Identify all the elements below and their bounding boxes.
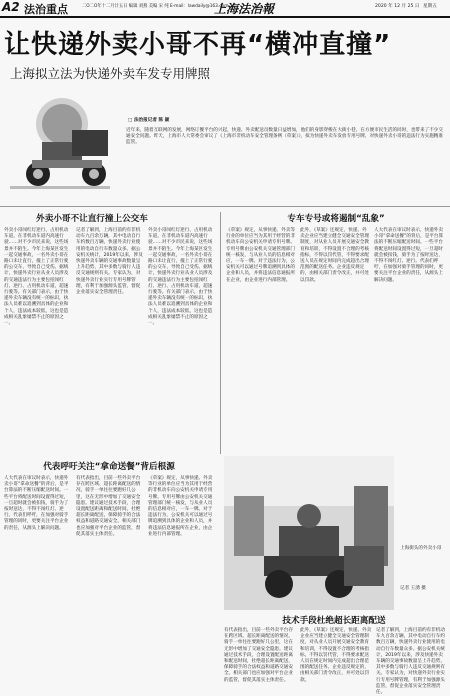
photo-caption: 上海街头的外卖小哥: [400, 546, 442, 551]
body-column-6: 人大代表在审议时表示，快递外卖小哥“拿命送餐”的背后，是平台算法的不断压缩配送时间。一些平台将配送时间设置得过短，一旦超时就会被扣钱，骑手为了按时送达，不得不闯红灯、逆行。代表们呼吁，在加强对骑手管理的同时，更要关注平台企业的责任，从源头上解决问题。: [4, 476, 69, 531]
body-column-7: 有代表指出，目前一些外卖平台存在跨区域、超长距离配送的情况，骑手一单往往要跑好几公里，这在无形中增加了交通安全隐患。建议通过技术手段，合理设置配送距离和配送时间，杜绝超长距离配送，保障骑手的合法权益和道路交通安全。相关部门也应加强对平台企业的监管，督促其落实主体责任。: [76, 476, 141, 537]
page-number: A2: [2, 0, 20, 14]
column-divider: [220, 212, 221, 454]
header-date: 2020 年 12 月 25 日: [375, 4, 420, 9]
news-photo: [224, 456, 394, 610]
headline: 让快递外卖小哥不再“横冲直撞”: [4, 30, 392, 60]
section-name: 法治重点: [24, 3, 68, 16]
header-rule: [0, 16, 450, 18]
body-column-11: 记者了解到，上海目前约有非机动车九百余万辆，其中电动自行车约数百万辆，快递外卖行业使用的电动自行车数量众多。据公安机关统计，2019年以来，涉及快递外卖车辆的交通事故数量呈上升趋势，其中多数与骑行人违反交通规则有关。专家认为，对快递外卖行业实行专用号牌管理，有利于加强源头监管，督促企业落实安全管理责任。: [376, 628, 445, 696]
page-header: [0, 0, 450, 16]
section-title-1: 外卖小哥不让直行撞上公交车: [36, 214, 148, 224]
body-column-10: 此外，《草案》还规定，快递、外卖企业应当建立健全交通安全管理制度，对从业人员开展交通安全教育和培训，不得设置不合理的考核指标，不得以罚代管，不得要求配送人员在规定时间内完成超出合理范围的配送任务。企业违反规定的，由相关部门责令改正，并可处以罚款。: [300, 628, 372, 683]
header-weekday: 星期五: [423, 4, 437, 9]
divider-top: [0, 206, 450, 207]
body-column-8: 《草案》规定，从事快递、外卖等行业的单位应当为其用于经营的非机动车向公安机关申请专用号牌。专用号牌由公安机关交通管理部门统一核发，与从业人员的信息相对应，一车一牌。对于违法行为，公安机关可以通过号牌追溯到具体的企业和人员，并将违法信息通报所在企业，由企业进行内部管理。: [148, 476, 213, 537]
header-info: 二O二O年十二月廿五日 编辑 刘燕 美编 宋 纯 E-mail：lawdaily@163.com: [82, 4, 229, 9]
section-title-2: 专车专号或将遏制“乱象”: [287, 214, 385, 224]
body-column-3: 《草案》规定，从事快递、外卖等行业的单位应当为其用于经营的非机动车向公安机关申请专用号牌。专用号牌由公安机关交通管理部门统一核发，与从业人员的信息相对应，一车一牌。对于违法行为，公安机关可以通过号牌追溯到具体的企业和人员，并将违法信息通报所在企业，由企业进行内部管理。: [226, 228, 295, 283]
section-title-3: 代表呼吁关注“拿命送餐”背后根源: [43, 462, 175, 472]
body-column-9: 有代表指出，目前一些外卖平台存在跨区域、超长距离配送的情况，骑手一单往往要跑好几公里，这在无形中增加了交通安全隐患。建议通过技术手段，合理设置配送距离和配送时间，杜绝超长距离配送，保障骑手的合法权益和道路交通安全。相关部门也应加强对平台企业的监管，督促其落实主体责任。: [224, 628, 293, 683]
masthead: 上海法治報: [214, 2, 275, 16]
body-column-2b: 外卖小哥闯红灯逆行、占用机动车道，在非机动车道内高速行驶……对不少市民来说，这些场景并不陌生。今年上海某区发生一起交通事故，一名外卖小哥在路口未让直行，撞上了正常行驶的公交车，导致自己受伤。据统计，快递外卖行业从业人员涉及的交通违法行为主要包括闯红灯、逆行、占用机动车道、超速行驶等。有关部门表示，由于快递外卖车辆没有统一的标识，执法人员难以追溯到具体的企业和个人，违法成本较低，这也是造成相关乱象屡禁不止的原因之一。: [148, 228, 213, 327]
body-column-5: 人大代表在审议时表示，快递外卖小哥“拿命送餐”的背后，是平台算法的不断压缩配送时间。一些平台将配送时间设置得过短，一旦超时就会被扣钱，骑手为了按时送达，不得不闯红灯、逆行。代表们呼吁，在加强对骑手管理的同时，更要关注平台企业的责任，从源头上解决问题。: [374, 228, 444, 283]
section-title-4: 技术手段杜绝超长距离配送: [282, 616, 386, 626]
body-column-2: 记者了解到，上海目前约有非机动车九百余万辆，其中电动自行车约数百万辆，快递外卖行业使用的电动自行车数量众多。据公安机关统计，2019年以来，涉及快递外卖车辆的交通事故数量呈上升趋势，其中多数与骑行人违反交通规则有关。专家认为，对快递外卖行业实行专用号牌管理，有利于加强源头监管，督促企业落实安全管理责任。: [76, 228, 143, 296]
subheadline: 上海拟立法为快递外卖车发专用牌照: [10, 66, 211, 81]
body-column-1: 外卖小哥闯红灯逆行、占用机动车道，在非机动车道内高速行驶……对不少市民来说，这些场景并不陌生。今年上海某区发生一起交通事故，一名外卖小哥在路口未让直行，撞上了正常行驶的公交车，导致自己受伤。据统计，快递外卖行业从业人员涉及的交通违法行为主要包括闯红灯、逆行、占用机动车道、超速行驶等。有关部门表示，由于快递外卖车辆没有统一的标识，执法人员难以追溯到具体的企业和个人，违法成本较低，这也是造成相关乱象屡禁不止的原因之一。: [4, 228, 69, 327]
byline: □ 法治报记者 陈 颖: [128, 118, 170, 123]
lead-paragraph: 近年来，随着互联网的发展，网络订餐平台的兴起，快递、外卖配送员数量日益增加，他们的身影穿梭在大街小巷，在方便市民生活的同时，也带来了不少交通安全问题。昨天，上海市人大常委会审议了《上海市非机动车安全管理条例（草案）》，拟为快递外卖车发放专用号牌，对快递外卖小哥的违法行为实施精准监管。: [126, 128, 443, 146]
delivery-rider-illustration-icon: [2, 90, 120, 194]
photo-credit: 记者 王湧 摄: [400, 586, 426, 591]
body-column-4: 此外，《草案》还规定，快递、外卖企业应当建立健全交通安全管理制度，对从业人员开展交通安全教育和培训，不得设置不合理的考核指标，不得以罚代管，不得要求配送人员在规定时间内完成超出合理范围的配送任务。企业违反规定的，由相关部门责令改正，并可处以罚款。: [300, 228, 369, 283]
